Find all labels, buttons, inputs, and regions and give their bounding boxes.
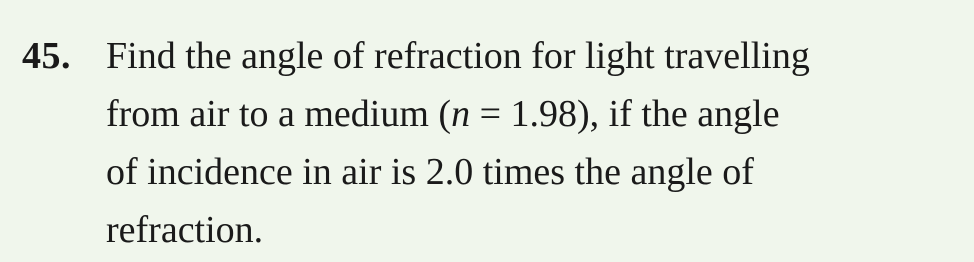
problem-line-3: of incidence in air is 2.0 times the angle of <box>106 151 754 193</box>
problem-line-4: refraction. <box>106 209 264 251</box>
problem-number: 45. <box>22 35 71 77</box>
refractive-index-variable: n <box>451 93 471 135</box>
problem-line-2-end: = 1.98), if the angle <box>470 93 780 135</box>
problem-line-2 <box>106 85 956 143</box>
problem-line-1: Find the angle of refraction for light travelling <box>106 35 810 77</box>
problem-line-2-start: from air to a medium ( <box>106 93 452 135</box>
problem-text <box>106 27 956 259</box>
